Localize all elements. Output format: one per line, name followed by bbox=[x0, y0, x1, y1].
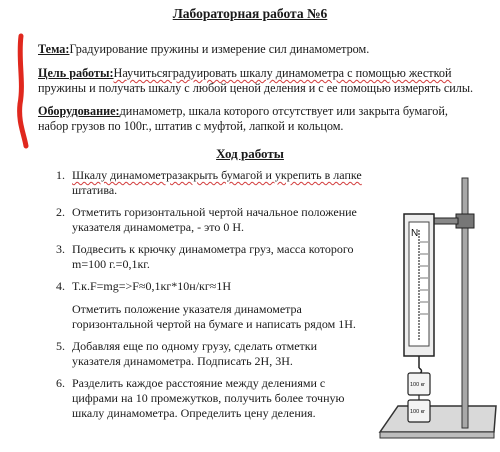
step-line: шкалу динамометра. Определить цену деления. bbox=[72, 406, 316, 420]
stand-base bbox=[380, 406, 496, 432]
step-4-continued bbox=[56, 302, 376, 332]
step-number: 2. bbox=[56, 205, 65, 219]
step-1 bbox=[56, 168, 376, 198]
goal-block bbox=[38, 66, 490, 96]
topic-text: Градуирование пружины и измерение сил динамометром. bbox=[69, 42, 370, 56]
page-title: Лабораторная работа №6 bbox=[172, 6, 328, 21]
step-number: 3. bbox=[56, 242, 65, 256]
stand-clamp bbox=[456, 214, 474, 228]
step-2 bbox=[56, 205, 376, 235]
step-line: Т.к.F=mg=>F≈0,1кг*10н/кг≈1Н bbox=[72, 279, 232, 293]
step-line: Добавляя еще по одному грузу, сделать отметки bbox=[72, 339, 318, 353]
step-line: Подвесить к крючку динамометра груз, масса которого bbox=[72, 242, 354, 256]
step-5 bbox=[56, 339, 376, 369]
goal-text-line1: Научитьсяградуировать шкалу динамометра с помощью жесткой bbox=[113, 66, 452, 80]
scale-letter: N bbox=[411, 228, 419, 239]
step-number: 6. bbox=[56, 376, 65, 390]
step-number: 1. bbox=[56, 168, 65, 182]
step-line: Отметить положение указателя динамометра bbox=[72, 302, 302, 316]
goal-label: Цель работы: bbox=[38, 66, 114, 80]
procedure-heading: Ход работы bbox=[216, 146, 284, 161]
goal-text-line2: пружины и получать шкалу с любой ценой деления и с ее помощью измерять силы. bbox=[38, 81, 474, 95]
step-line: указателя динамометра. Подписать 2Н, 3Н. bbox=[72, 354, 293, 368]
step-number: 4. bbox=[56, 279, 65, 293]
equipment-block bbox=[38, 104, 490, 134]
procedure-steps bbox=[56, 168, 376, 421]
step-line: m=100 г.=0,1кг. bbox=[72, 257, 150, 271]
equipment-text-line2: набор грузов по 100г., штатив с муфтой, лапкой и кольцом. bbox=[38, 119, 344, 133]
equipment-text-line1: динамометр, шкала которого отсутствует или закрыта бумагой, bbox=[119, 104, 448, 118]
step-line: цифрами на 10 промежутков, получить более точную bbox=[72, 391, 345, 405]
weight-2-label: 100 кг bbox=[410, 409, 426, 415]
dynamometer-stand-illustration bbox=[376, 170, 500, 452]
equipment-label: Оборудование: bbox=[38, 104, 120, 118]
topic-line bbox=[38, 42, 490, 57]
red-margin-mark bbox=[14, 30, 36, 150]
step-line: Шкалу динамометразакрыть бумагой и укрепить в лапке bbox=[72, 168, 362, 182]
step-4 bbox=[56, 279, 376, 294]
step-line: Отметить горизонтальной чертой начальное положение bbox=[72, 205, 357, 219]
step-line: указателя динамометра, - это 0 Н. bbox=[72, 220, 244, 234]
step-line: горизонтальной чертой на бумаге и написать рядом 1Н. bbox=[72, 317, 356, 331]
step-number: 5. bbox=[56, 339, 65, 353]
topic-label: Тема: bbox=[38, 42, 70, 56]
weight-1-label: 100 кг bbox=[410, 382, 426, 388]
step-line: Разделить каждое расстояние между делениями с bbox=[72, 376, 326, 390]
step-line: штатива. bbox=[72, 183, 118, 197]
step-3 bbox=[56, 242, 376, 272]
step-6 bbox=[56, 376, 376, 421]
